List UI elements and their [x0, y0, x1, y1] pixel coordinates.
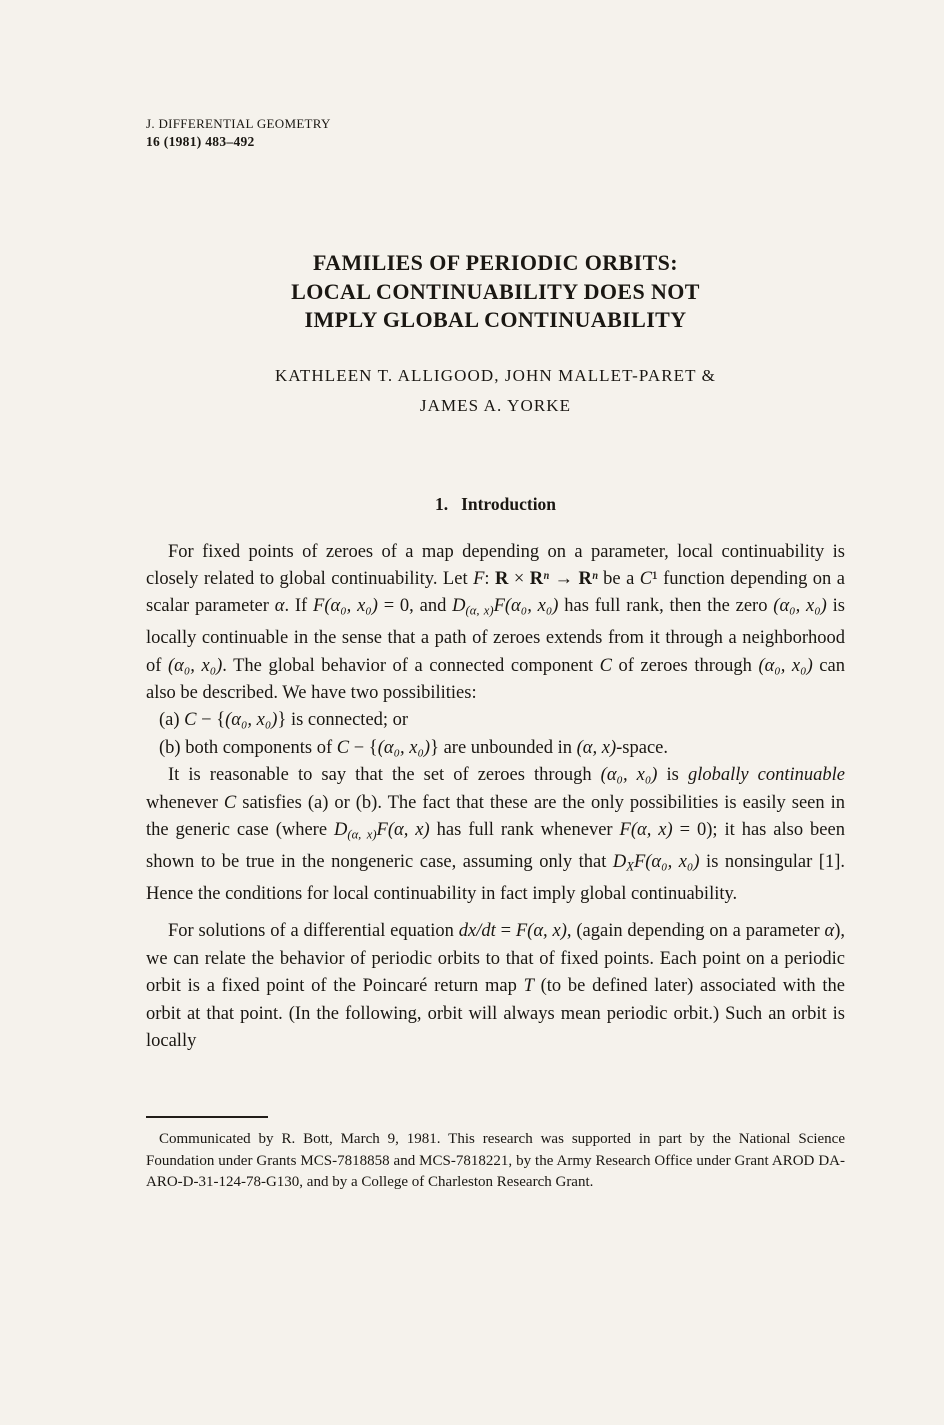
paper-title-line-3: IMPLY GLOBAL CONTINUABILITY	[304, 307, 687, 332]
paragraph-2: It is reasonable to say that the set of zeroes through (α₀, x₀) is globally continuable whenever C satisfies (a) or (b). The fact that these are the only possibilities is easily seen in the generic case (where $D_{(\alpha, x)}F(\alpha$, x) has full rank whenever F(α, x) = 0); it has also been shown to be true in the nongeneric case, assuming only that $D_XF(\alpha_0$, x₀) is nonsingular [1]. Hence the conditions for local continuability in fact imply global continuability.	[146, 765, 846, 904]
authors-line-1: KATHLEEN T. ALLIGOOD, JOHN MALLET-PARET &	[275, 365, 716, 385]
list-item-a: (a) C − {(α₀, x₀)} is connected; or	[159, 710, 409, 731]
paper-title	[146, 249, 845, 335]
list-item-b: (b) both components of C − {(α₀, x₀)} are unbounded in (α, x)-space.	[159, 737, 669, 758]
journal-volume-pages: 16 (1981) 483–492	[146, 134, 255, 149]
footnote	[146, 1116, 845, 1194]
paragraph-1: For fixed points of zeroes of a map depending on a parameter, local continuability is closely related to global continuability. Let F: R × Rⁿ → Rⁿ be a C¹ function depending on a scalar parameter α. If F(α₀, x₀) = 0, and $D_{(\alpha, x)}F(\alpha_0$, x₀) has full rank, then the zero (α₀, x₀) is locally continuable in the sense that a path of zeroes extends from it through a neighborhood of (α₀, x₀). The global behavior of a connected component C of zeroes through (α₀, x₀) can also be described. We have two possibilities:	[146, 541, 845, 704]
body-text	[146, 539, 845, 1056]
authors-line-2: JAMES A. YORKE	[419, 395, 572, 415]
paper-title-line-1: FAMILIES OF PERIODIC ORBITS:	[312, 250, 679, 275]
page-content	[146, 0, 845, 1055]
section-number: 1.	[434, 493, 449, 514]
footnote-text: Communicated by R. Bott, March 9, 1981. This research was supported in part by the National Science Foundation under Grants MCS-7818858 and MCS-7818221, by the Army Research Office under Grant AROD DA-ARO-D-31-124-78-G130, and by a College of Charleston Research Grant.	[146, 1131, 845, 1190]
section-heading	[146, 493, 845, 515]
paragraph-3: For solutions of a differential equation dx/dt = F(α, x), (again depending on a parameter α), we can relate the behavior of periodic orbits to that of fixed points. Each point on a periodic orbit is a fixed point of the Poincaré return map T (to be defined later) associated with the orbit at that point. (In the following, orbit will always mean periodic orbit.) Such an orbit is locally	[146, 921, 846, 1051]
paper-title-line-2: LOCAL CONTINUABILITY DOES NOT	[291, 278, 700, 304]
journal-name: J. DIFFERENTIAL GEOMETRY	[146, 116, 331, 131]
journal-header	[146, 116, 845, 149]
footnote-rule	[146, 1116, 268, 1118]
authors	[146, 361, 845, 421]
section-title: Introduction	[461, 493, 557, 514]
